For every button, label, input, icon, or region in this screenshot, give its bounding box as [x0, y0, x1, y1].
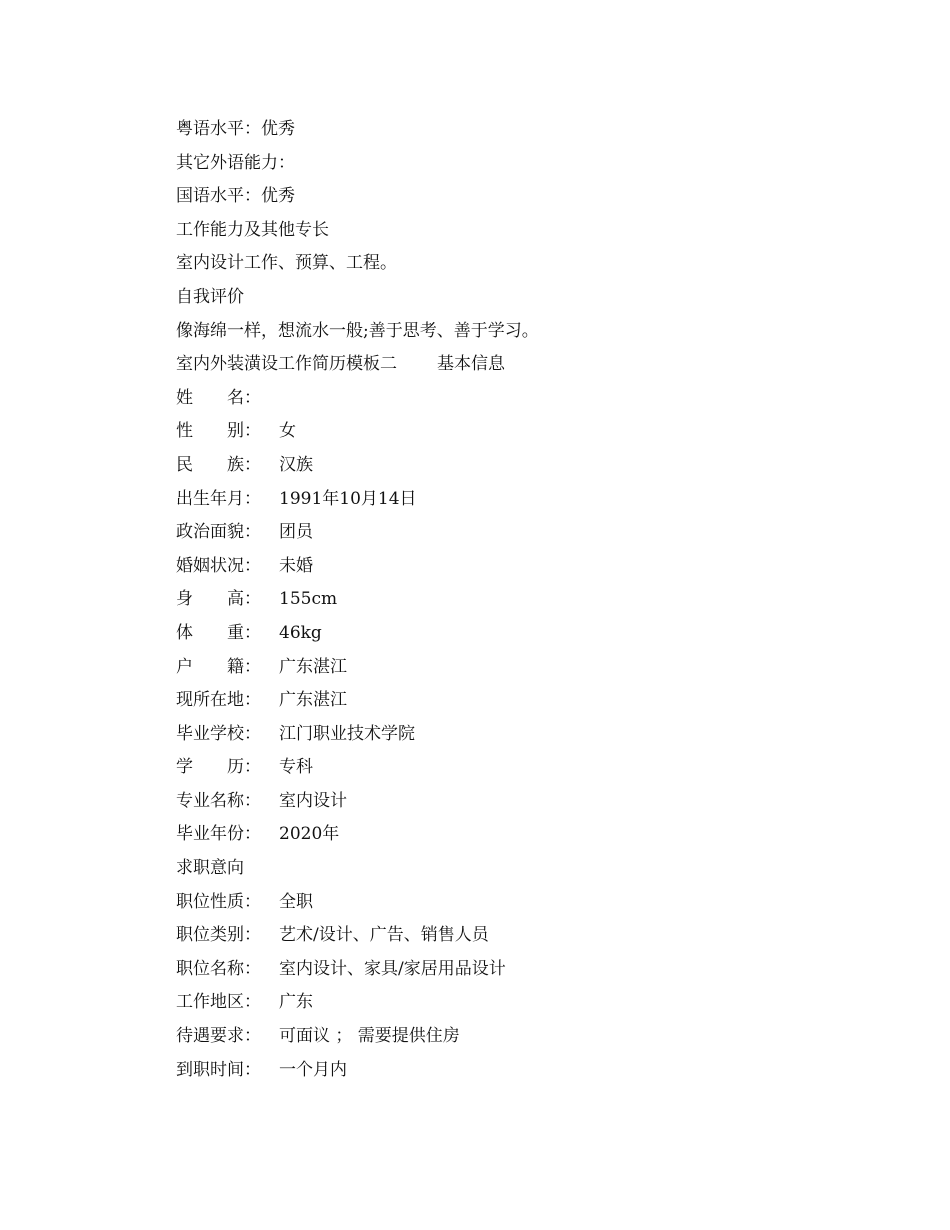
job-value: 一个月内	[279, 1059, 347, 1080]
job-row-nature	[176, 886, 876, 920]
skills-heading: 工作能力及其他专长	[176, 219, 329, 240]
job-row-salary	[176, 1020, 876, 1054]
other-language-ability: 其它外语能力：	[176, 152, 295, 173]
info-value: 女	[279, 421, 296, 442]
job-label: 待遇要求：	[176, 1026, 261, 1047]
info-value: 1991年10月14日	[279, 488, 417, 509]
info-value: 广东湛江	[279, 690, 347, 711]
job-label: 职位类别：	[176, 925, 261, 946]
info-value: 广东湛江	[279, 656, 347, 677]
info-row-political-status	[176, 516, 876, 550]
job-row-title	[176, 953, 876, 987]
info-label: 户 籍：	[176, 656, 261, 677]
job-value: 室内设计、家具/家居用品设计	[279, 958, 506, 979]
info-label: 体 重：	[176, 622, 261, 643]
job-row-start-time	[176, 1054, 876, 1088]
info-value: 汉族	[279, 454, 313, 475]
info-row-ethnicity	[176, 449, 876, 483]
info-value: 155cm	[279, 589, 338, 610]
info-value: 室内设计	[279, 790, 347, 811]
info-row-birth-date	[176, 483, 876, 517]
info-row-school	[176, 718, 876, 752]
info-label: 姓 名：	[176, 387, 261, 408]
job-label: 工作地区：	[176, 992, 261, 1013]
info-row-major	[176, 785, 876, 819]
info-label: 专业名称：	[176, 790, 261, 811]
self-evaluation-heading: 自我评价	[176, 286, 244, 307]
info-row-height	[176, 583, 876, 617]
info-value: 未婚	[279, 555, 313, 576]
resume-content	[176, 113, 876, 1087]
job-value: 全职	[279, 891, 313, 912]
info-row-gender	[176, 415, 876, 449]
job-value: 艺术/设计、广告、销售人员	[279, 925, 489, 946]
info-label: 民 族：	[176, 454, 261, 475]
info-row-current-location	[176, 684, 876, 718]
job-row-category	[176, 919, 876, 953]
self-evaluation-text: 像海绵一样，想流水一般;善于思考、善于学习。	[176, 320, 539, 341]
info-value: 团员	[279, 522, 313, 543]
info-label: 毕业学校：	[176, 723, 261, 744]
mandarin-level: 国语水平：优秀	[176, 186, 295, 207]
job-label: 到职时间：	[176, 1059, 261, 1080]
job-intent-heading: 求职意向	[176, 858, 244, 879]
info-value: 46kg	[279, 622, 322, 643]
info-row-graduation-year	[176, 818, 876, 852]
info-label: 身 高：	[176, 589, 261, 610]
info-label: 现所在地：	[176, 690, 261, 711]
template-title-line	[176, 348, 876, 382]
info-row-household-registration	[176, 651, 876, 685]
info-row-name	[176, 382, 876, 416]
info-row-weight	[176, 617, 876, 651]
job-value: 可面议 ； 需要提供住房	[279, 1026, 460, 1047]
info-row-marital-status	[176, 550, 876, 584]
info-label: 毕业年份：	[176, 824, 261, 845]
template-title: 室内外装潢设工作简历模板二	[176, 354, 397, 375]
info-row-education	[176, 751, 876, 785]
cantonese-level: 粤语水平：优秀	[176, 119, 295, 139]
job-label: 职位名称：	[176, 958, 261, 979]
job-value: 广东	[279, 992, 313, 1013]
info-value: 专科	[279, 757, 313, 778]
info-label: 性 别：	[176, 421, 261, 442]
skills-text: 室内设计工作、预算、工程。	[176, 253, 397, 274]
info-value: 江门职业技术学院	[279, 723, 415, 744]
job-row-region	[176, 986, 876, 1020]
info-value: 2020年	[279, 824, 340, 845]
info-label: 出生年月：	[176, 488, 261, 509]
info-label: 学 历：	[176, 757, 261, 778]
basic-info-heading: 基本信息	[437, 354, 505, 375]
job-label: 职位性质：	[176, 891, 261, 912]
info-label: 政治面貌：	[176, 522, 261, 543]
info-label: 婚姻状况：	[176, 555, 261, 576]
